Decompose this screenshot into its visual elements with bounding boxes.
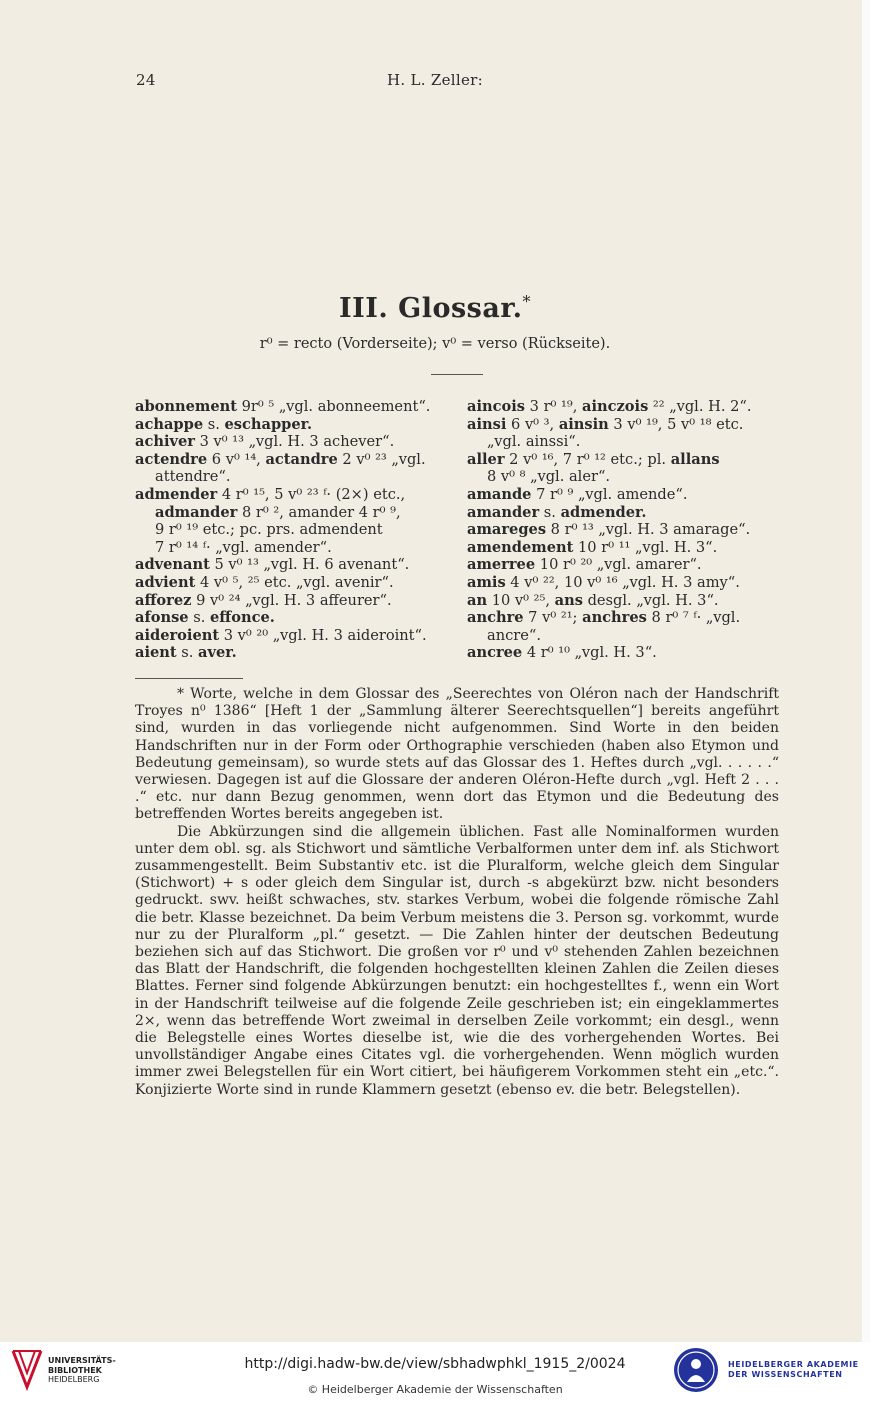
footnote-marker: *	[522, 292, 532, 311]
glossary-right-column	[467, 398, 779, 662]
reference-text: s.	[188, 609, 210, 627]
footnote-divider	[135, 678, 243, 679]
reference-text: 6 v⁰ ¹⁴,	[207, 450, 266, 468]
reference-text: 5 v⁰ ¹³ „vgl. H. 6 avenant“.	[209, 556, 410, 574]
headword: aient	[135, 644, 177, 662]
reference-text: desgl. „vgl. H. 3“.	[582, 591, 719, 609]
headword: ans	[554, 591, 583, 609]
entry-line	[467, 644, 779, 662]
reference-text: 4 v⁰ ²², 10 v⁰ ¹⁶ „vgl. H. 3 amy“.	[505, 573, 740, 591]
reference-text: 9 r⁰ ¹⁹ etc.; pc. prs. admendent	[155, 521, 383, 539]
page-number: 24	[136, 71, 156, 89]
headword: aideroient	[135, 626, 220, 644]
reference-text: ancre“.	[487, 626, 541, 644]
entry-line	[467, 539, 779, 557]
ub-line-1: UNIVERSITÄTS-	[48, 1356, 116, 1365]
academy-name	[728, 1360, 859, 1380]
glossary-entry	[467, 416, 779, 451]
headword: admander	[155, 503, 238, 521]
headword: anchres	[582, 609, 647, 627]
headword: allans	[670, 450, 720, 468]
glossary-entry	[467, 398, 779, 416]
entry-line	[467, 521, 779, 539]
reference-text: 6 v⁰ ³,	[506, 415, 559, 433]
reference-text: 3 v⁰ ²⁰ „vgl. H. 3 aideroint“.	[219, 626, 427, 644]
academy-seal-icon	[672, 1346, 720, 1394]
entry-continuation-line	[135, 468, 447, 486]
entry-line	[135, 416, 447, 434]
glossary-entry	[135, 451, 447, 486]
reference-text: 8 r⁰ ¹³ „vgl. H. 3 amarage“.	[546, 521, 751, 539]
entry-continuation-line	[135, 521, 447, 539]
entry-line	[467, 416, 779, 434]
reference-text: attendre“.	[155, 468, 231, 486]
glossary-entry	[467, 486, 779, 504]
section-title-text: III. Glossar.	[338, 293, 523, 324]
glossary-entry	[135, 486, 447, 556]
entry-line	[135, 556, 447, 574]
headword: amareges	[467, 521, 547, 539]
copyright-notice: © Heidelberger Akademie der Wissenschaften	[307, 1383, 563, 1396]
page-edge	[862, 0, 870, 1342]
reference-text: 4 r⁰ ¹⁰ „vgl. H. 3“.	[522, 644, 657, 662]
entry-continuation-line	[467, 627, 779, 645]
headword: eschapper.	[224, 415, 313, 433]
entry-line	[135, 398, 447, 416]
entry-continuation-line	[135, 504, 447, 522]
reference-text: ²² „vgl. H. 2“.	[648, 398, 752, 415]
headword: ainsi	[467, 415, 507, 433]
glossary-entry	[135, 556, 447, 574]
glossary-entry	[135, 398, 447, 416]
headword: an	[467, 591, 488, 609]
reference-text: 7 r⁰ ⁹ „vgl. amende“.	[531, 485, 688, 503]
permalink-url[interactable]: http://digi.hadw-bw.de/view/sbhadwphkl_1915_2/0024	[244, 1356, 626, 1372]
entry-line	[135, 644, 447, 662]
glossary-entry	[467, 644, 779, 662]
entry-line	[135, 433, 447, 451]
entry-line	[467, 609, 779, 627]
glossary-entry	[467, 504, 779, 522]
entry-line	[135, 574, 447, 592]
headword: amande	[467, 485, 532, 503]
glossary-entry	[467, 592, 779, 610]
headword: afforez	[135, 591, 192, 609]
headword: aller	[467, 450, 505, 468]
glossary-entry	[467, 451, 779, 486]
headword: aincois	[467, 398, 525, 415]
ub-line-3: HEIDELBERG	[48, 1375, 100, 1384]
academy-line-2: DER WISSENSCHAFTEN	[728, 1370, 843, 1379]
reference-text: 7 v⁰ ²¹;	[523, 609, 583, 627]
title-divider	[431, 374, 483, 375]
reference-text: 7 r⁰ ¹⁴ ᶠ· „vgl. amender“.	[155, 538, 332, 556]
reference-text: 2 v⁰ ¹⁶, 7 r⁰ ¹² etc.; pl.	[504, 450, 671, 468]
glossary-entry	[467, 609, 779, 644]
reference-text: 10 r⁰ ²⁰ „vgl. amarer“.	[535, 556, 702, 574]
reference-text: 8 r⁰ ⁷ ᶠ· „vgl.	[646, 609, 741, 627]
glossary-entry	[135, 627, 447, 645]
headword: achiver	[135, 433, 195, 451]
reference-text: 9r⁰ ⁵ „vgl. abonneement“.	[236, 398, 431, 415]
headword: ainczois	[582, 398, 649, 415]
headword: amander	[467, 503, 540, 521]
glossary-entry	[135, 574, 447, 592]
reference-text: 3 r⁰ ¹⁹,	[525, 398, 583, 415]
footnote-paragraph-1: * Worte, welche in dem Glossar des „Seerechtes von Oléron nach der Handschrift Troyes n⁰ 1386“ [Heft 1 der „Sammlung älterer Seerechtsquellen“] bereits angeführt sind, wurden in das vorliegende nicht aufgenommen. Sind Worte in den beiden Handschriften nur in der Form oder Orthographie verschieden (haben also Etymon und Bedeutung gemeinsam), so wurde stets auf das Glossar des 1. Heftes durch „vgl. . . . . .“ verwiesen. Dagegen ist auf die Glossare der anderen Oléron-Hefte durch „vgl. Heft 2 . . . .“ etc. nur dann Bezug genommen, wenn dort das Etymon und die Bedeutung des betreffenden Wortes bereits angegeben ist.	[135, 686, 779, 823]
headword: anchre	[467, 609, 524, 627]
headword: achappe	[135, 415, 204, 433]
glossary-entry	[467, 539, 779, 557]
reference-text: 9 v⁰ ²⁴ „vgl. H. 3 affeurer“.	[191, 591, 392, 609]
reference-text: 8 r⁰ ², amander 4 r⁰ ⁹,	[237, 503, 401, 521]
headword: afonse	[135, 609, 189, 627]
headword: amendement	[467, 538, 574, 556]
headword: admender	[135, 485, 218, 503]
reference-text: 4 r⁰ ¹⁵, 5 v⁰ ²³ ᶠ· (2×) etc.,	[217, 485, 406, 503]
reference-text: 3 v⁰ ¹⁹, 5 v⁰ ¹⁸ etc.	[608, 415, 744, 433]
glossary-entry	[467, 556, 779, 574]
headword: actendre	[135, 450, 208, 468]
glossary-entry	[135, 416, 447, 434]
reference-text: 10 v⁰ ²⁵,	[487, 591, 555, 609]
headword: advenant	[135, 556, 210, 574]
headword: abonnement	[135, 398, 237, 415]
entry-continuation-line	[135, 539, 447, 557]
entry-line	[467, 504, 779, 522]
glossary-left-column	[135, 398, 447, 662]
entry-continuation-line	[467, 468, 779, 486]
glossary-entry	[135, 644, 447, 662]
entry-line	[467, 556, 779, 574]
entry-line	[135, 627, 447, 645]
reference-text: 8 v⁰ ⁸ „vgl. aler“.	[487, 468, 611, 486]
glossary-entry	[467, 574, 779, 592]
headword: actandre	[265, 450, 338, 468]
headword: advient	[135, 573, 196, 591]
reference-text: s.	[539, 503, 561, 521]
running-head: H. L. Zeller:	[386, 71, 483, 89]
reference-text: „vgl. ainssi“.	[487, 433, 581, 451]
headword: amis	[467, 573, 506, 591]
entry-continuation-line	[467, 433, 779, 451]
entry-line	[135, 592, 447, 610]
reference-text: 10 r⁰ ¹¹ „vgl. H. 3“.	[573, 538, 718, 556]
glossary-entry	[135, 609, 447, 627]
glossary-entry	[467, 521, 779, 539]
abbreviation-legend: r⁰ = recto (Vorderseite); v⁰ = verso (Rückseite).	[259, 336, 611, 352]
entry-line	[467, 398, 779, 416]
headword: ainsin	[558, 415, 609, 433]
entry-line	[467, 451, 779, 469]
reference-text: 4 v⁰ ⁵, ²⁵ etc. „vgl. avenir“.	[195, 573, 394, 591]
reference-text: 3 v⁰ ¹³ „vgl. H. 3 achever“.	[194, 433, 395, 451]
headword: ancree	[467, 644, 523, 662]
headword: effonce.	[210, 609, 275, 627]
entry-line	[467, 486, 779, 504]
headword: amerree	[467, 556, 536, 574]
entry-line	[135, 609, 447, 627]
academy-line-1: HEIDELBERGER AKADEMIE	[728, 1360, 859, 1369]
reference-text: s.	[203, 415, 225, 433]
headword: aver.	[198, 644, 237, 662]
footnote-paragraph-2: Die Abkürzungen sind die allgemein üblichen. Fast alle Nominalformen wurden unter dem obl. sg. als Stichwort und sämtliche Verbalformen unter dem inf. als Stichwort zusammengestellt. Beim Substantiv etc. ist die Pluralform, welche gleich dem Singular (Stichwort) + s oder gleich dem Singular ist, durch -s abgekürzt bzw. nicht besonders gedruckt. swv. heißt schwaches, stv. starkes Verbum, wobei die folgende römische Zahl die betr. Klasse bezeichnet. Da beim Verbum meistens die 3. Person sg. vorkommt, wurde nur zu der Pluralform „pl.“ gesetzt. — Die Zahlen hinter der deutschen Bedeutung beziehen sich auf das Stichwort. Die großen vor r⁰ und v⁰ stehenden Zahlen bezeichnen das Blatt der Handschrift, die folgenden hochgestellten kleinen Zahlen die Zeilen dieses Blattes. Ferner sind folgende Abkürzungen benutzt: ein hochgestelltes f., wenn ein Wort in der Handschrift teilweise auf die folgende Zeile geschrieben ist; ein eingeklammertes 2×, wenn das betreffende Wort zweimal in derselben Zeile vorkommt; ein desgl., wenn die Belegstelle eines Wortes dieselbe ist, wie die des vorhergehenden Wortes. Bei unvollständiger Angabe eines Citates vgl. die vorhergehenden. Wenn möglich wurden immer zwei Belegstellen für ein Wort citiert, bei häufigerem Vorkommen steht ein „etc.“. Konjizierte Worte sind in runde Klammern gesetzt (ebenso ev. die betr. Belegstellen).	[135, 823, 779, 1098]
entry-line	[135, 451, 447, 469]
reference-text: 2 v⁰ ²³ „vgl.	[337, 450, 426, 468]
section-title	[0, 292, 870, 324]
entry-line	[467, 592, 779, 610]
entry-line	[467, 574, 779, 592]
glossary-entry	[135, 433, 447, 451]
reference-text: s.	[176, 644, 199, 662]
glossary-entry	[135, 592, 447, 610]
headword: admender.	[560, 503, 647, 521]
ub-line-2: BIBLIOTHEK	[48, 1365, 102, 1375]
entry-line	[135, 486, 447, 504]
footnote	[135, 686, 779, 1099]
